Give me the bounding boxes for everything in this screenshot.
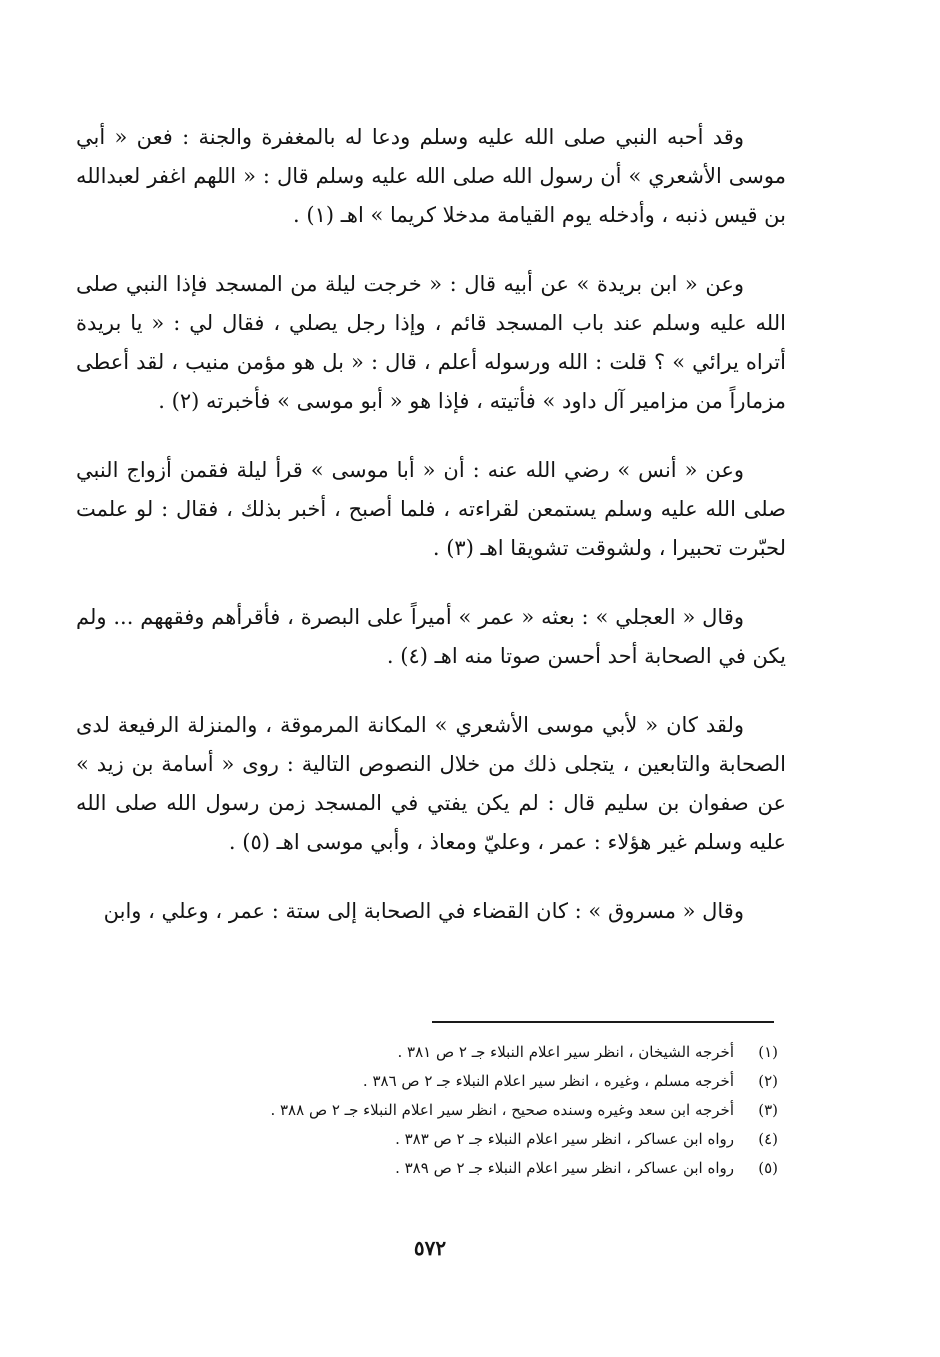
paragraph-4: وقال « العجلي » : بعثه « عمر » أميراً على البصرة ، فأقرأهم وفقههم ... ولم يكن في الصحابة أحد أحسن صوتا منه اهـ (٤) . — [76, 605, 786, 668]
footnote-number: (٣) — [758, 1101, 778, 1119]
footnote-number: (٥) — [758, 1159, 778, 1177]
footnote-separator — [432, 1021, 774, 1023]
footnote-2 — [300, 1067, 778, 1096]
footnote-text: رواه ابن عساكر ، انظر سير اعلام النبلاء جـ ٢ ص ٣٨٩ . — [395, 1159, 734, 1177]
footnote-number: (١) — [758, 1043, 778, 1061]
paragraph-2: وعن « ابن بريدة » عن أبيه قال : « خرجت ليلة من المسجد فإذا النبي صلى الله عليه وسلم عند باب المسجد قائم ، وإذا رجل يصلي ، فقال لي : « يا بريدة أتراه يرائي » ؟ قلت : الله ورسوله أعلم ، قال : « بل هو مؤمن منيب ، لقد أعطى مزماراً من مزامير آل داود » فأتيته ، فإذا هو « أبو موسى » فأخبرته (٢) . — [76, 272, 786, 413]
paragraph-3: وعن « أنس » رضي الله عنه : أن « أبا موسى » قرأ ليلة فقمن أزواج النبي صلى الله عليه وسلم يستمعن لقراءته ، فلما أصبح ، أخبر بذلك ، فقال : لو علمت لحبّرت تحبيرا ، ولشوقت تشويقا اهـ (٣) . — [76, 458, 786, 560]
footnote-number: (٢) — [758, 1072, 778, 1090]
footnote-text: رواه ابن عساكر ، انظر سير اعلام النبلاء جـ ٢ ص ٣٨٣ . — [395, 1130, 734, 1148]
footnote-text: أخرجه ابن سعد وغيره وسنده صحيح ، انظر سير اعلام النبلاء جـ ٢ ص ٣٨٨ . — [270, 1101, 734, 1119]
footnote-text: أخرجه الشيخان ، انظر سير اعلام النبلاء جـ ٢ ص ٣٨١ . — [397, 1043, 734, 1061]
footnote-3 — [270, 1096, 778, 1125]
paragraph-1: وقد أحبه النبي صلى الله عليه وسلم ودعا له بالمغفرة والجنة : فعن « أبي موسى الأشعري » أن رسول الله صلى الله عليه وسلم قال : « اللهم اغفر لعبدالله بن قيس ذنبه ، وأدخله يوم القيامة مدخلا كريما » اهـ (١) . — [76, 125, 786, 227]
footnote-5 — [300, 1154, 778, 1183]
footnote-text: أخرجه مسلم ، وغيره ، انظر سير اعلام النبلاء جـ ٢ ص ٣٨٦ . — [362, 1072, 734, 1090]
main-text — [76, 118, 786, 931]
footnote-number: (٤) — [758, 1130, 778, 1148]
footnotes-list — [270, 1038, 778, 1183]
page-number: ٥٧٢ — [413, 1236, 447, 1260]
footnote-1 — [300, 1038, 778, 1067]
paragraph-5: ولقد كان « لأبي موسى الأشعري » المكانة المرموقة ، والمنزلة الرفيعة لدى الصحابة والتابعين ، يتجلى ذلك من خلال النصوص التالية : روى « أسامة بن زيد » عن صفوان بن سليم قال : لم يكن يفتي في المسجد زمن رسول الله صلى الله عليه وسلم غير هؤلاء : عمر ، وعليّ ومعاذ ، وأبي موسى اهـ (٥) . — [76, 713, 786, 854]
paragraph-6: وقال « مسروق » : كان القضاء في الصحابة إلى ستة : عمر ، وعلي ، وابن — [103, 899, 744, 923]
footnote-4 — [300, 1125, 778, 1154]
